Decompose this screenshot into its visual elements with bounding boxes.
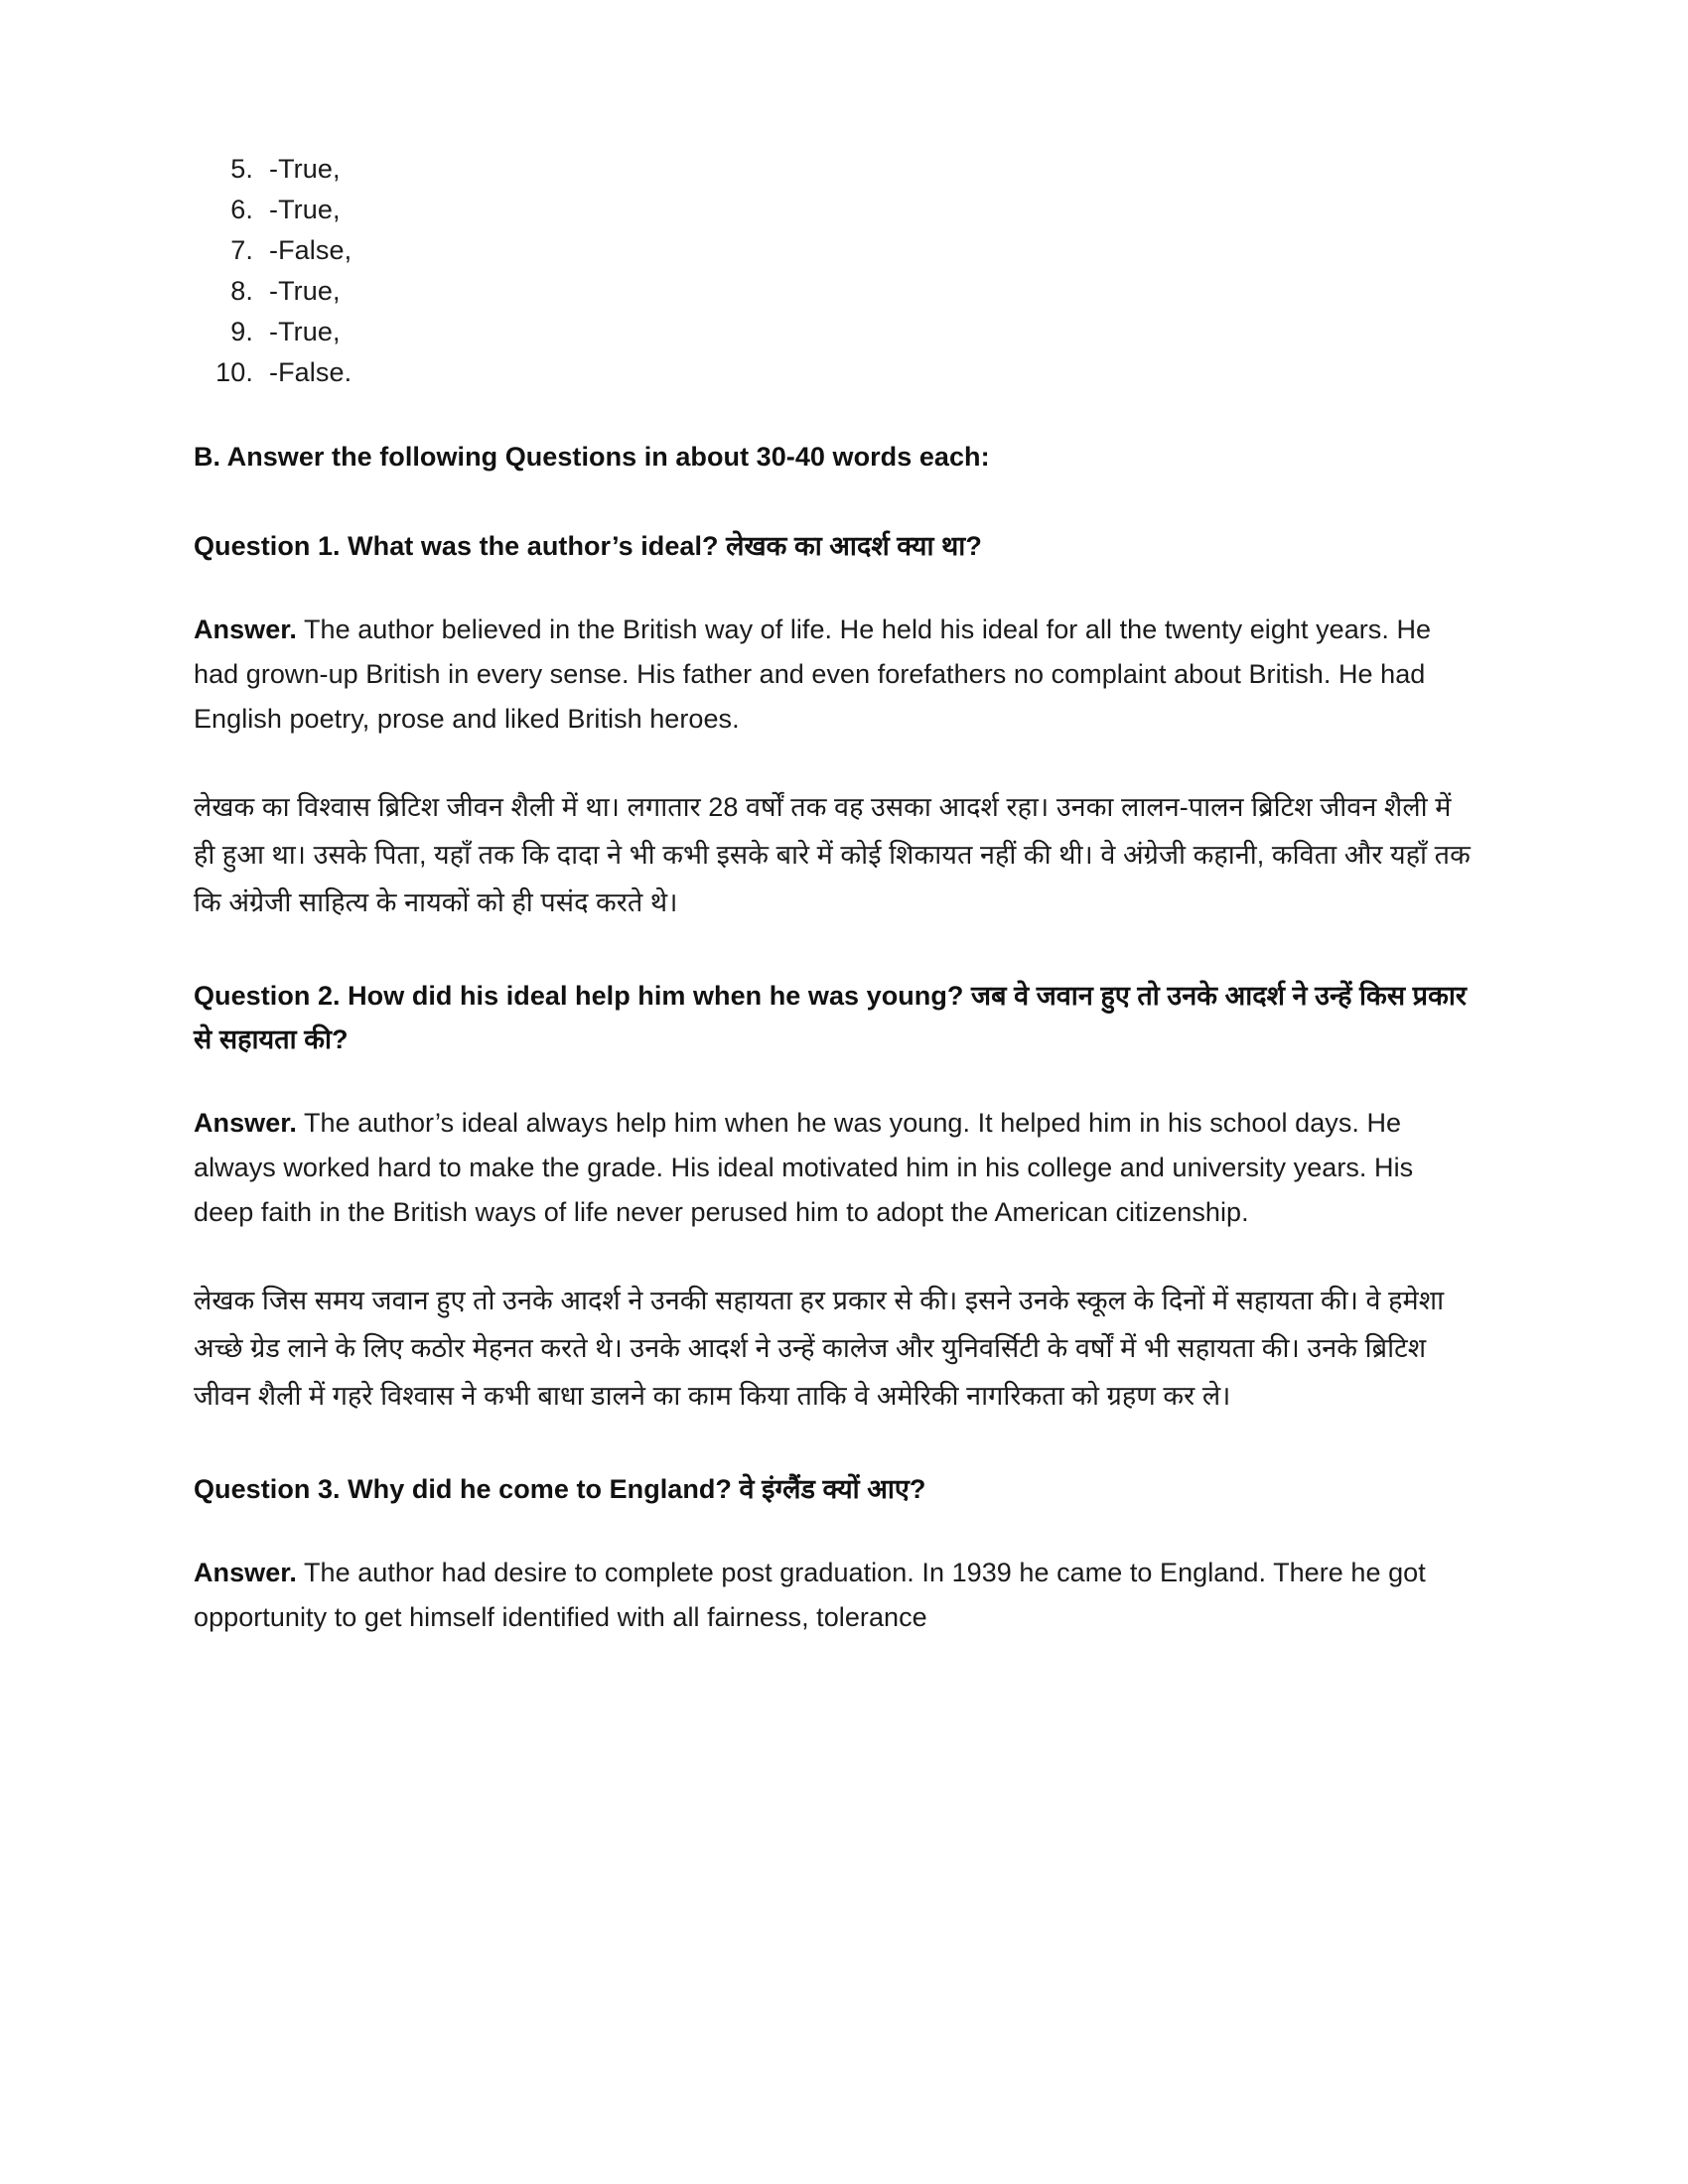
- answer-2-english: [194, 1101, 1475, 1235]
- section-b-heading: B. Answer the following Questions in about 30-40 words each:: [194, 442, 990, 472]
- answer-2-english-text: The author’s ideal always help him when he was young. It helped him in his school days. He always worked hard to make the grade. His ideal motivated him in his college and university years. His deep faith in the British ways of life never perused him to adopt the American citizenship.: [194, 1108, 1414, 1227]
- list-item-number: 5.: [230, 154, 253, 184]
- document-content: [194, 149, 1475, 1640]
- list-item-value: -False,: [269, 235, 352, 265]
- list-item-number: 6.: [230, 195, 253, 224]
- list-item-number: 9.: [230, 317, 253, 346]
- question-3-heading-hindi: वे इंग्लैंड क्यों आए?: [739, 1474, 926, 1504]
- list-item: [194, 271, 1475, 312]
- answer-3-english-text: The author had desire to complete post graduation. In 1939 he came to England. There he got opportunity to get himself identified with all fairness, tolerance: [194, 1558, 1426, 1632]
- question-2-heading: [194, 974, 1475, 1061]
- list-item: [194, 230, 1475, 271]
- answer-1-english-text: The author believed in the British way of life. He held his ideal for all the twenty eight years. He had grown-up British in every sense. His father and even forefathers no complaint about British. He had English poetry, prose and liked British heroes.: [194, 614, 1432, 734]
- answer-3-english: [194, 1551, 1475, 1640]
- question-1-heading-english: Question 1. What was the author’s ideal?: [194, 531, 727, 561]
- list-item-value: -True,: [269, 154, 341, 184]
- list-item-number: 7.: [230, 235, 253, 265]
- list-item: [194, 312, 1475, 352]
- answer-1-english: [194, 608, 1475, 742]
- question-2-heading-english: Question 2. How did his ideal help him when he was young?: [194, 981, 971, 1011]
- question-1-heading: [194, 524, 1475, 568]
- answer-1-hindi: लेखक का विश्वास ब्रिटिश जीवन शैली में था। लगातार 28 वर्षों तक वह उसका आदर्श रहा। उनका लालन-पालन ब्रिटिश जीवन शैली में ही हुआ था। उसके पिता, यहाँ तक कि दादा ने भी कभी इसके बारे में कोई शिकायत नहीं की थी। वे अंग्रेजी कहानी, कविता और यहाँ तक कि अंग्रेजी साहित्य के नायकों को ही पसंद करते थे।: [194, 792, 1471, 917]
- question-1-heading-hindi: लेखक का आदर्श क्या था?: [726, 531, 982, 561]
- true-false-answer-list: [194, 149, 1475, 393]
- list-item: [194, 190, 1475, 230]
- answer-2-hindi: लेखक जिस समय जवान हुए तो उनके आदर्श ने उनकी सहायता हर प्रकार से की। इसने उनके स्कूल के दिनों में सहायता की। वे हमेशा अच्छे ग्रेड लाने के लिए कठोर मेहनत करते थे। उनके आदर्श ने उन्हें कालेज और युनिवर्सिटी के वर्षों में भी सहायता की। उनके ब्रिटिश जीवन शैली में गहरे विश्वास ने कभी बाधा डालने का काम किया ताकि वे अमेरिकी नागरिकता को ग्रहण कर ले।: [194, 1286, 1445, 1411]
- question-3-heading-english: Question 3. Why did he come to England?: [194, 1474, 740, 1504]
- list-item-value: -False.: [269, 357, 352, 387]
- answer-label: Answer.: [194, 1108, 297, 1138]
- answer-label: Answer.: [194, 1558, 297, 1587]
- answer-label: Answer.: [194, 614, 297, 644]
- list-item-value: -True,: [269, 276, 341, 306]
- list-item-number: 10.: [215, 357, 253, 387]
- question-2-heading-hindi: जब वे जवान हुए तो उनके आदर्श ने उन्हें किस प्रकार से सहायता की?: [194, 981, 1467, 1054]
- list-item-number: 8.: [230, 276, 253, 306]
- list-item: [194, 149, 1475, 190]
- list-item-value: -True,: [269, 195, 341, 224]
- question-3-heading: [194, 1467, 1475, 1511]
- list-item-value: -True,: [269, 317, 341, 346]
- list-item: [194, 352, 1475, 393]
